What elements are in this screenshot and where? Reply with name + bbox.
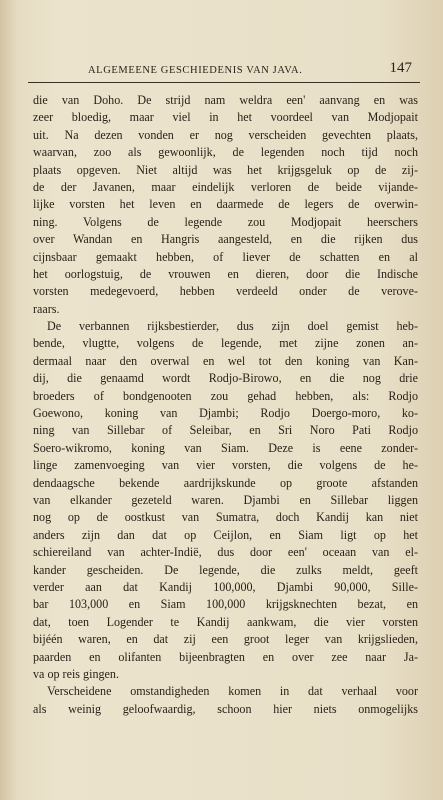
text-line: het oorlogstuig, de vrouwen en dieren, door die Indische (33, 266, 418, 281)
text-line: lijke vorsten het leven en daarmede de legers de overwin- (33, 197, 418, 212)
text-line: dij, die genaamd wordt Rodjo-Birowo, en die nog drie (33, 371, 418, 386)
text-line: bijéén waren, en dat zij een groot leger van krijgslieden, (33, 632, 418, 647)
text-line: broeders of bondgenooten zou gehad hebben, als: Rodjo (33, 388, 418, 403)
text-line: dat, toen Logender te Kandij aankwam, die vier vorsten (33, 614, 418, 629)
text-line: over Wandan en Hangris aangesteld, en die rijken dus (33, 232, 418, 247)
body-text (33, 92, 418, 718)
text-line: Goewono, koning van Djambi; Rodjo Doergo-moro, ko- (33, 406, 418, 421)
text-line: de der Javanen, maar eindelijk verloren de beide vijande- (33, 179, 418, 194)
header-rule (28, 82, 420, 83)
text-line: vorsten medegevoerd, hebben verdeeld onder de verove- (33, 284, 418, 299)
text-line: bar 103,000 en Siam 100,000 krijgsknechten bezat, en (33, 597, 418, 612)
text-line: va op reis gingen. (33, 666, 119, 681)
text-line: uit. Na dezen vonden er nog verscheiden gevechten plaats, (33, 127, 418, 142)
text-line: verder aan dat Kandij 100,000, Djambi 90,000, Sille- (33, 579, 418, 594)
text-line: paarden en olifanten bijeenbragten en over zee naar Ja- (33, 649, 418, 664)
text-line: die van Doho. De strijd nam weldra een' aanvang en was (33, 93, 418, 107)
text-line: zeer bloedig, maar viel in het voordeel van Modjopait (33, 110, 418, 125)
text-line: anders zijn dan dat op Ceijlon, en Siam ligt op het (33, 527, 418, 542)
running-head: ALGEMEENE GESCHIEDENIS VAN JAVA. (88, 65, 303, 76)
text-line: plaats opgeven. Niet altijd was het krijgsgeluk op de zij- (33, 162, 418, 177)
text-line: van elkander gezeteld waren. Djambi en Sillebar liggen (33, 492, 418, 507)
text-line: dendaagsche bekende aardrijkskunde op groote afstanden (33, 475, 418, 490)
text-line: als weinig geloofwaardig, schoon hier niets onmogelijks (33, 701, 418, 716)
text-line: De verbannen rijksbestierder, dus zijn doel gemist heb- (47, 319, 418, 334)
text-line: linge zamenvoeging van vier vorsten, die volgens de he- (33, 458, 418, 473)
text-line: schiereiland van achter-Indië, dus door een' oceaan van el- (33, 545, 418, 560)
page-header (30, 62, 416, 82)
page-number: 147 (389, 60, 412, 76)
text-line: Soero-wikromo, koning van Siam. Deze is eene zonder- (33, 440, 418, 455)
text-line: bende, vlugtte, volgens de legende, met zijne zonen an- (33, 336, 418, 351)
text-line: cijnsbaar gemaakt hebben, of liever de schatten en al (33, 249, 418, 264)
text-line: kander gescheiden. De legende, die zulks meldt, geeft (33, 562, 418, 577)
text-line: Verscheidene omstandigheden komen in dat verhaal voor (47, 684, 418, 699)
text-line: raars. (33, 301, 60, 316)
text-line: nog op de oostkust van Sumatra, doch Kandij kan niet (33, 510, 418, 525)
text-line: ning. Volgens de legende zou Modjopait heerschers (33, 214, 418, 229)
text-line: dermaal naar den overwal en wel tot den koning van Kan- (33, 353, 418, 368)
text-line: waarvan, zoo als gewoonlijk, de legenden noch tijd noch (33, 145, 418, 160)
text-line: ning van Sillebar of Seleibar, en Sri Noro Pati Rodjo (33, 423, 418, 438)
